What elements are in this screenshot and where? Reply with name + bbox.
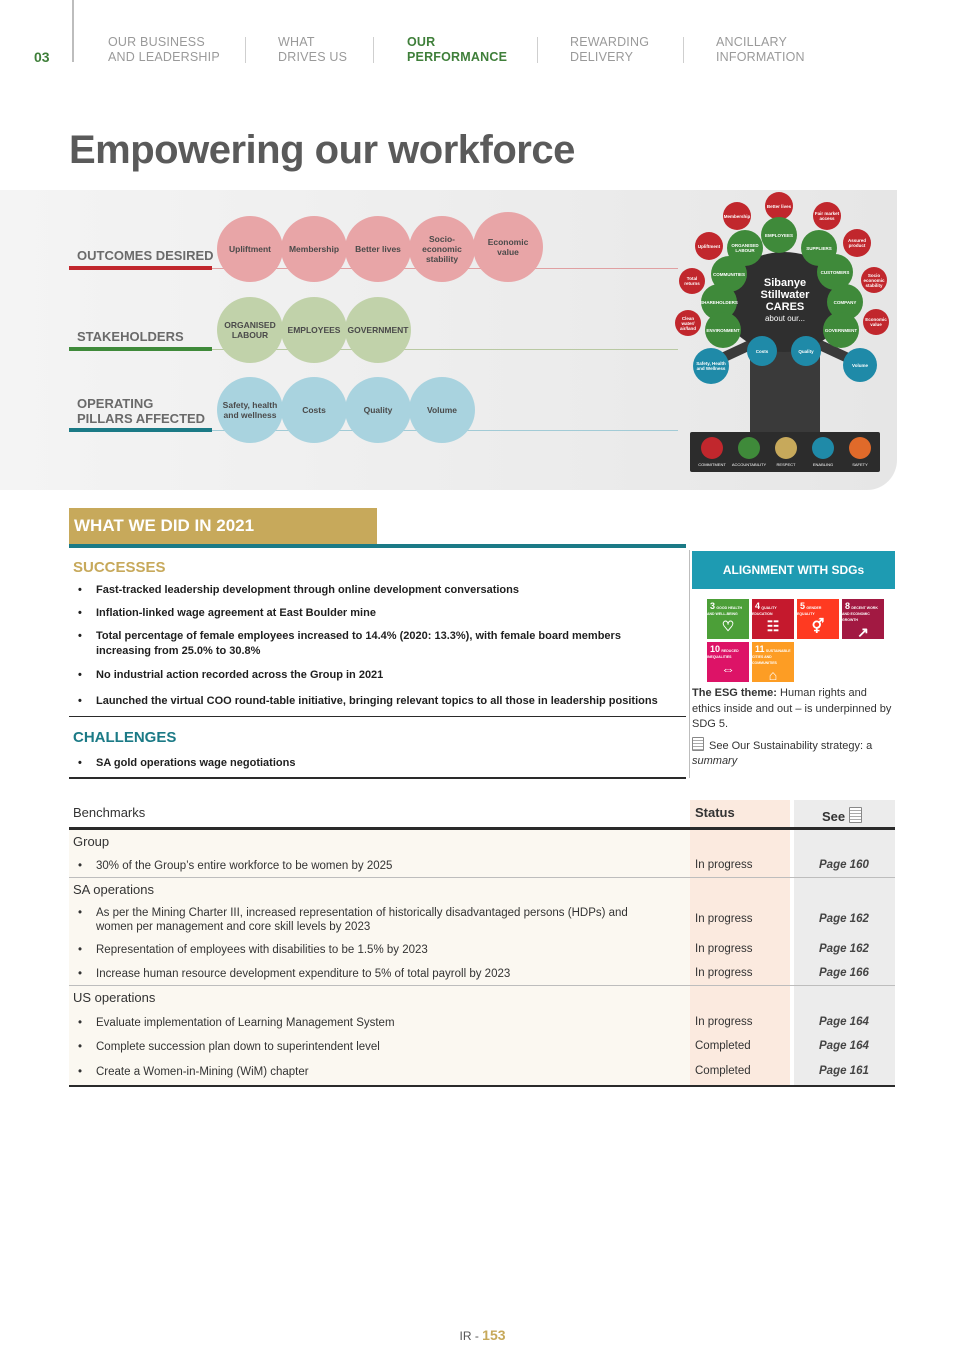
page-link[interactable]: Page 161 [819,1065,869,1077]
city-icon: ⌂ [768,667,778,683]
value-label: ACCOUNTABILITY [731,462,767,467]
outcome-circle: Better lives [345,216,411,282]
tree-green-circle: ORGANISED LABOUR [727,230,763,266]
value-label: SAFETY [852,462,868,467]
tree-logo-line2: Stillwater [760,289,810,301]
status-column-header: Status [695,805,735,820]
table-row: • Complete succession plan down to superintendent level [78,1040,678,1054]
tree-green-circle: SUPPLIERS [801,230,837,266]
heartbeat-icon: ♡ [721,618,735,634]
page-link[interactable]: Page 166 [819,967,869,979]
tree-logo-line1: Sibanye [763,277,807,289]
nav-our-performance[interactable] [407,35,507,65]
gender-equality-icon: ⚥ [811,618,825,634]
nav-label-line1: OUR [407,35,436,49]
table-row: • 30% of the Group’s entire workforce to be women by 2025 [78,859,678,873]
pillar-circle: Volume [409,377,475,443]
what-we-did-underline [69,544,686,548]
esg-theme-body: Human rights and ethics inside and out – is underpinned by SDG 5. [692,687,892,730]
tree-green-circle: EMPLOYEES [761,217,797,253]
nav-label-line1: WHAT [278,35,315,49]
status-cell: Completed [695,1040,751,1052]
challenges-heading: CHALLENGES [73,729,177,746]
tree-red-circle: Clean water/ air/land [675,310,701,336]
esg-theme-text [692,686,892,770]
document-icon [692,737,704,751]
page-link[interactable]: Page 164 [819,1040,869,1052]
success-item: • Total percentage of female employees increased to 14.4% (2020: 13.3%), with female board members increasing from 25.0% to 30.8% [78,629,678,659]
table-row: • Evaluate implementation of Learning Management System [78,1016,678,1030]
sdg-label: GOOD HEALTH AND WELL-BEING [707,606,743,616]
page-link[interactable]: Page 162 [819,913,869,925]
tree-green-circle: CUSTOMERS [817,254,853,290]
stakeholders-label: STAKEHOLDERS [77,329,184,344]
tree-red-circle: Fair market access [813,202,841,230]
challenge-text: SA gold operations wage negotiations [96,757,296,769]
table-bottom-rule [69,1085,895,1087]
status-cell: In progress [695,913,753,925]
success-item: • Launched the virtual COO round-table initiative, bringing relevant topics to all those in leadership positions [78,694,688,709]
sdg-number: 4 [755,601,761,611]
nav-label-line1: OUR BUSINESS [108,35,205,49]
sdg-10-tile [707,642,749,682]
respect-icon [775,437,797,459]
header-divider [72,0,74,62]
stakeholders-rule [212,349,678,350]
book-icon: ☷ [766,618,780,634]
tree-blue-circle: Safety, Health and Wellness [693,348,729,384]
nav-separator [373,37,374,63]
nav-label-line1: REWARDING [570,35,650,49]
status-cell: Completed [695,1065,751,1077]
tree-red-circle: Upliftment [695,232,723,260]
sdg-number: 5 [800,601,806,611]
table-group-label: Group [73,834,110,849]
table-group-label: US operations [73,990,156,1005]
success-text: Total percentage of female employees increased to 14.4% (2020: 13.3%), with female board members increasing from 25.0% to 30.8% [96,630,621,657]
page-section-number: 03 [34,49,50,65]
group-divider [69,985,895,986]
tree-blue-circle: Volume [843,348,877,382]
pillars-label-line2: PILLARS AFFECTED [77,411,206,426]
tree-green-circle: ENVIRONMENT [705,312,741,348]
see-reference-text: See Our Sustainability strategy: a [709,739,873,752]
sdg-4-tile [752,599,794,639]
tree-red-circle: Better lives [765,192,793,220]
nav-label-line2: PERFORMANCE [407,50,508,64]
success-text: Fast-tracked leadership development through online development conversations [96,584,519,596]
nav-label-line2: INFORMATION [716,50,805,64]
benchmarks-column-header: Benchmarks [73,805,146,820]
sdg-label: SUSTAINABLE CITIES AND COMMUNITIES [752,649,791,665]
see-reference[interactable] [692,737,892,770]
what-we-did-heading: WHAT WE DID IN 2021 [69,508,377,544]
pillar-circle: Costs [281,377,347,443]
nav-label-line2: DELIVERY [570,50,634,64]
footer-prefix: IR - [459,1329,483,1343]
sdg-number: 11 [755,644,765,654]
outcome-circle: Economic value [473,212,543,282]
page-footer [0,1327,965,1343]
sdg-8-tile [842,599,884,639]
success-item: • Inflation-linked wage agreement at East Boulder mine [78,606,678,621]
table-group-label: SA operations [73,882,154,897]
sdg-3-tile [707,599,749,639]
page-link[interactable]: Page 160 [819,859,869,871]
tree-green-circle: SHAREHOLDERS [701,284,737,320]
reduced-inequality-icon: ⇔ [721,661,735,677]
esg-theme-label: The ESG theme: [692,687,777,699]
value-label: COMMITMENT [698,462,726,467]
successes-heading: SUCCESSES [73,559,166,576]
document-icon [849,807,862,823]
page-link[interactable]: Page 162 [819,943,869,955]
outcomes-label: OUTCOMES DESIRED [77,248,214,263]
page-title: Empowering our workforce [69,128,575,172]
benchmark-text: 30% of the Group’s entire workforce to be women by 2025 [96,860,393,872]
enabling-icon [812,437,834,459]
outcomes-accent-line [69,266,212,270]
tree-cares: CARES [765,301,805,313]
benchmark-text: Increase human resource development expenditure to 5% of total payroll by 2023 [96,968,511,980]
outcome-circle: Upliftment [217,216,283,282]
sdg-5-tile [797,599,839,639]
group-divider [69,877,895,878]
benchmark-text: Complete succession plan down to superintendent level [96,1041,380,1053]
outcome-circle: Membership [281,216,347,282]
nav-our-business[interactable] [108,35,220,65]
success-item: • Fast-tracked leadership development through online development conversations [78,583,678,598]
sdg-11-tile [752,642,794,682]
pillars-accent-line [69,428,212,432]
tree-green-circle: COMMUNITIES [711,256,747,292]
section-divider [69,777,686,779]
tree-red-circle: Economic value [863,309,889,335]
challenge-item: • SA gold operations wage negotiations [78,756,678,771]
table-row: • Create a Women-in-Mining (WiM) chapter [78,1065,678,1079]
table-row: • Representation of employees with disabilities to be 1.5% by 2023 [78,943,678,957]
value-label: ENABLING [812,462,834,467]
success-item: • No industrial action recorded across the Group in 2021 [78,668,678,683]
growth-chart-icon: ↗ [857,624,869,640]
nav-label-line2: DRIVES US [278,50,348,64]
nav-label-line2: AND LEADERSHIP [108,50,220,64]
table-row: • Increase human resource development expenditure to 5% of total payroll by 2023 [78,967,678,981]
nav-what-drives-us[interactable] [278,35,347,65]
nav-separator [245,37,246,63]
sdg-heading: ALIGNMENT WITH SDGs [692,551,895,589]
stakeholder-circle: GOVERNMENT [345,297,411,363]
status-cell: In progress [695,967,753,979]
see-column-header [822,807,867,824]
sibanye-cares-tree-illustration [675,192,895,477]
benchmark-text: Representation of employees with disabilities to be 1.5% by 2023 [96,944,428,956]
status-cell: In progress [695,943,753,955]
commitment-icon [701,437,723,459]
tree-red-circle: Total returns [679,268,705,294]
benchmark-text: Evaluate implementation of Learning Management System [96,1017,395,1029]
tree-green-circle: COMPANY [827,284,863,320]
benchmark-text: As per the Mining Charter III, increased representation of historically disadvantaged persons (HDPs) and women per management and core skill levels by 2023 [96,907,628,933]
tree-green-circle: GOVERNMENT [823,312,859,348]
sdg-label: QUALITY EDUCATION [752,606,777,616]
value-label: RESPECT [776,462,796,467]
success-text: Launched the virtual COO round-table initiative, bringing relevant topics to all those in leadership positions [96,695,658,707]
section-divider [69,716,686,717]
nav-label-line1: ANCILLARY [716,35,788,49]
tree-blue-circle: Quality [791,336,821,366]
pillar-circle: Safety, health and wellness [217,377,283,443]
tree-red-circle: Assured product [843,229,871,257]
success-text: No industrial action recorded across the Group in 2021 [96,669,384,681]
tree-red-circle: Membership [723,202,751,230]
stakeholders-accent-line [69,347,212,351]
outcome-circle: Socio-economic stability [409,216,475,282]
see-reference-italic: summary [692,755,738,767]
page-link[interactable]: Page 164 [819,1016,869,1028]
nav-rewarding-delivery[interactable] [570,35,649,65]
tree-logo [755,277,815,325]
sdg-number: 10 [710,644,721,654]
status-cell: In progress [695,1016,753,1028]
success-text: Inflation-linked wage agreement at East Boulder mine [96,607,376,619]
see-label: See [822,809,846,824]
benchmark-text: Create a Women-in-Mining (WiM) chapter [96,1066,309,1078]
tree-red-circle: Socio economic stability [861,267,887,293]
stakeholder-circle: EMPLOYEES [281,297,347,363]
sdg-number: 3 [710,601,716,611]
tree-about: about our... [764,314,806,323]
table-header-rule [69,827,895,830]
accountability-icon [738,437,760,459]
sdg-label: DECENT WORK AND ECONOMIC GROWTH [842,606,878,622]
footer-page-number: 153 [482,1327,506,1343]
tree-blue-circle: Costs [747,336,777,366]
pillars-label [77,396,205,426]
nav-separator [537,37,538,63]
nav-separator [683,37,684,63]
values-bar [690,432,880,472]
sdg-divider [689,550,690,778]
sdg-number: 8 [845,601,851,611]
sdg-label: GENDER EQUALITY [797,606,822,616]
status-cell: In progress [695,859,753,871]
stakeholder-circle: ORGANISED LABOUR [217,297,283,363]
nav-ancillary-information[interactable] [716,35,805,65]
pillar-circle: Quality [345,377,411,443]
table-row: • As per the Mining Charter III, increased representation of historically disadvantaged persons (HDPs) and women per management and core skill levels by 2023 [78,906,658,934]
pillars-label-line1: OPERATING [77,396,154,411]
sdg-label: REDUCED INEQUALITIES [707,649,739,659]
safety-icon [849,437,871,459]
